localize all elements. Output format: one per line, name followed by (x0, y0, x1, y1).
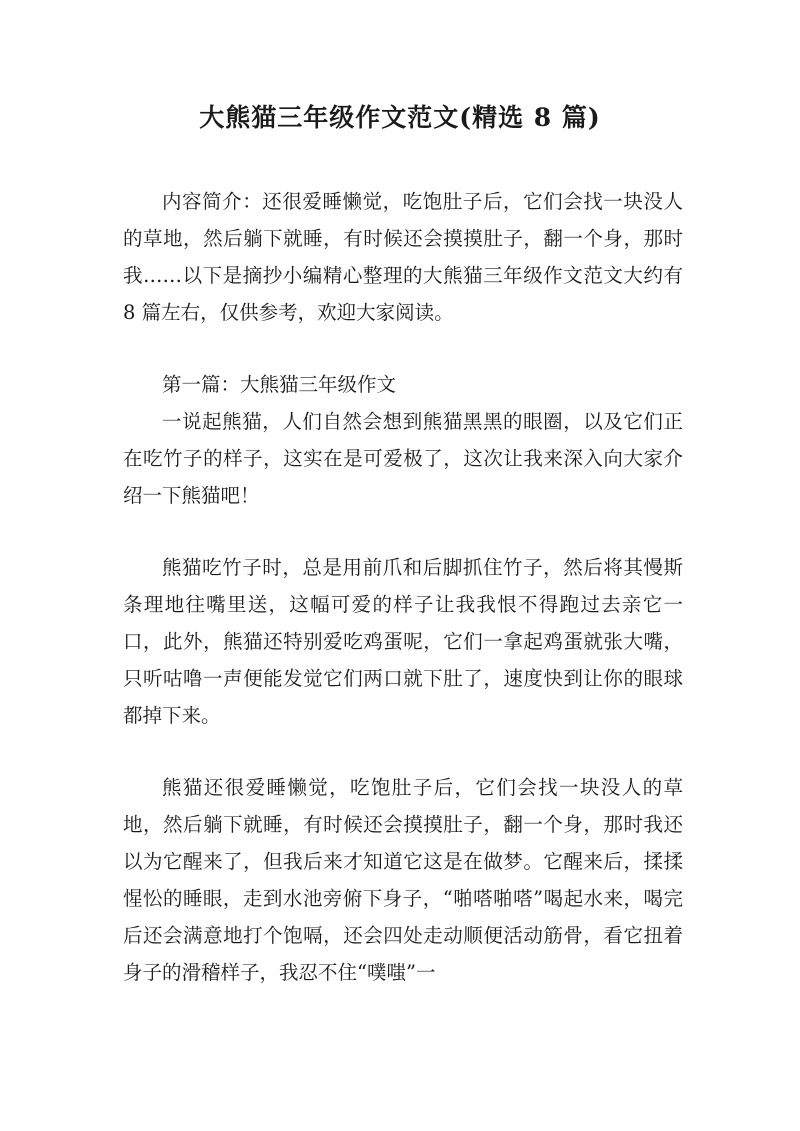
body-paragraph-1: 一说起熊猫，人们自然会想到熊猫黑黑的眼圈，以及它们正在吃竹子的样子，这实在是可爱极了，这次让我来深入向大家介绍一下熊猫吧！ (123, 410, 683, 507)
section-heading: 第一篇：大熊猫三年级作文 (162, 373, 397, 396)
body-paragraph-2: 熊猫吃竹子时，总是用前爪和后脚抓住竹子，然后将其慢斯条理地往嘴里送，这幅可爱的样子让我我恨不得跑过去亲它一口，此外，熊猫还特别爱吃鸡蛋呢，它们一拿起鸡蛋就张大嘴，只听咕噜一声便能发觉它们两口就下肚了，速度快到让你的眼球都掉下来。 (123, 556, 683, 727)
paragraph-spacer (123, 331, 683, 366)
document-title: 大熊猫三年级作文范文(精选 8 篇) (199, 103, 601, 132)
paragraph-spacer (123, 734, 683, 769)
paragraph-spacer (123, 514, 683, 549)
document-body (123, 183, 683, 991)
summary-paragraph: 内容简介：还很爱睡懒觉，吃饱肚子后，它们会找一块没人的草地，然后躺下就睡，有时候还会摸摸肚子，翻一个身，那时我……以下是摘抄小编精心整理的大熊猫三年级作文范文大约有 8 篇左右，仅供参考，欢迎大家阅读。 (123, 190, 683, 324)
body-paragraph-3: 熊猫还很爱睡懒觉，吃饱肚子后，它们会找一块没人的草地，然后躺下就睡，有时候还会摸摸肚子，翻一个身，那时我还以为它醒来了，但我后来才知道它这是在做梦。它醒来后，揉揉惺忪的睡眼，走到水池旁俯下身子，“啪嗒啪嗒”喝起水来，喝完后还会满意地打个饱嗝，还会四处走动顺便活动筋骨，看它扭着身子的滑稽样子，我忍不住“噗嗤”一 (123, 776, 683, 984)
